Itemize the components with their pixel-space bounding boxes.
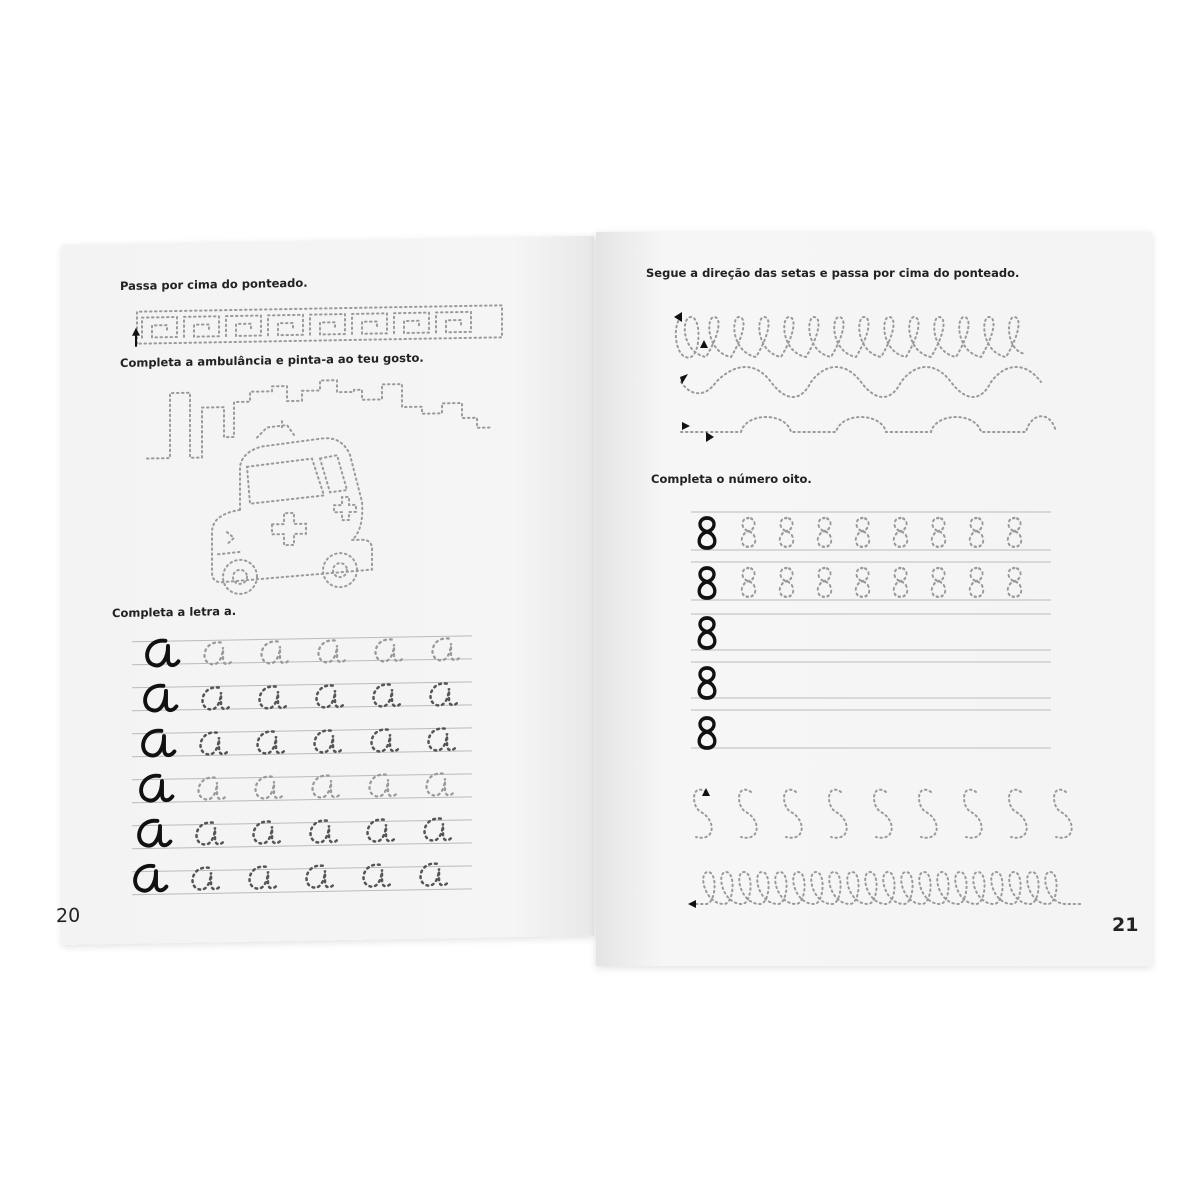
writing-lines bbox=[691, 512, 1051, 748]
loop-chain-trace-row bbox=[688, 872, 1081, 908]
left-instruction-ambulance: Completa a ambulância e pinta-a ao teu gosto. bbox=[120, 350, 424, 370]
right-page bbox=[596, 232, 1152, 966]
right-instruction-arrows: Segue a direção das setas e passa por cima do ponteado. bbox=[646, 266, 1020, 280]
left-page-number: 20 bbox=[56, 904, 81, 928]
number-eight-practice bbox=[596, 232, 1152, 966]
left-instruction-trace: Passa por cima do ponteado. bbox=[120, 275, 308, 293]
left-instruction-letter-a: Completa a letra a. bbox=[112, 603, 237, 621]
writing-lines bbox=[132, 636, 472, 895]
eight-rows bbox=[699, 518, 1021, 748]
letter-a-practice-grid bbox=[62, 236, 594, 945]
left-page bbox=[56, 236, 594, 945]
right-page-number: 21 bbox=[1112, 914, 1139, 936]
right-instruction-eight: Completa o número oito. bbox=[651, 472, 812, 486]
letter-a-rows bbox=[135, 635, 460, 890]
s-curve-trace-row bbox=[694, 788, 1072, 838]
